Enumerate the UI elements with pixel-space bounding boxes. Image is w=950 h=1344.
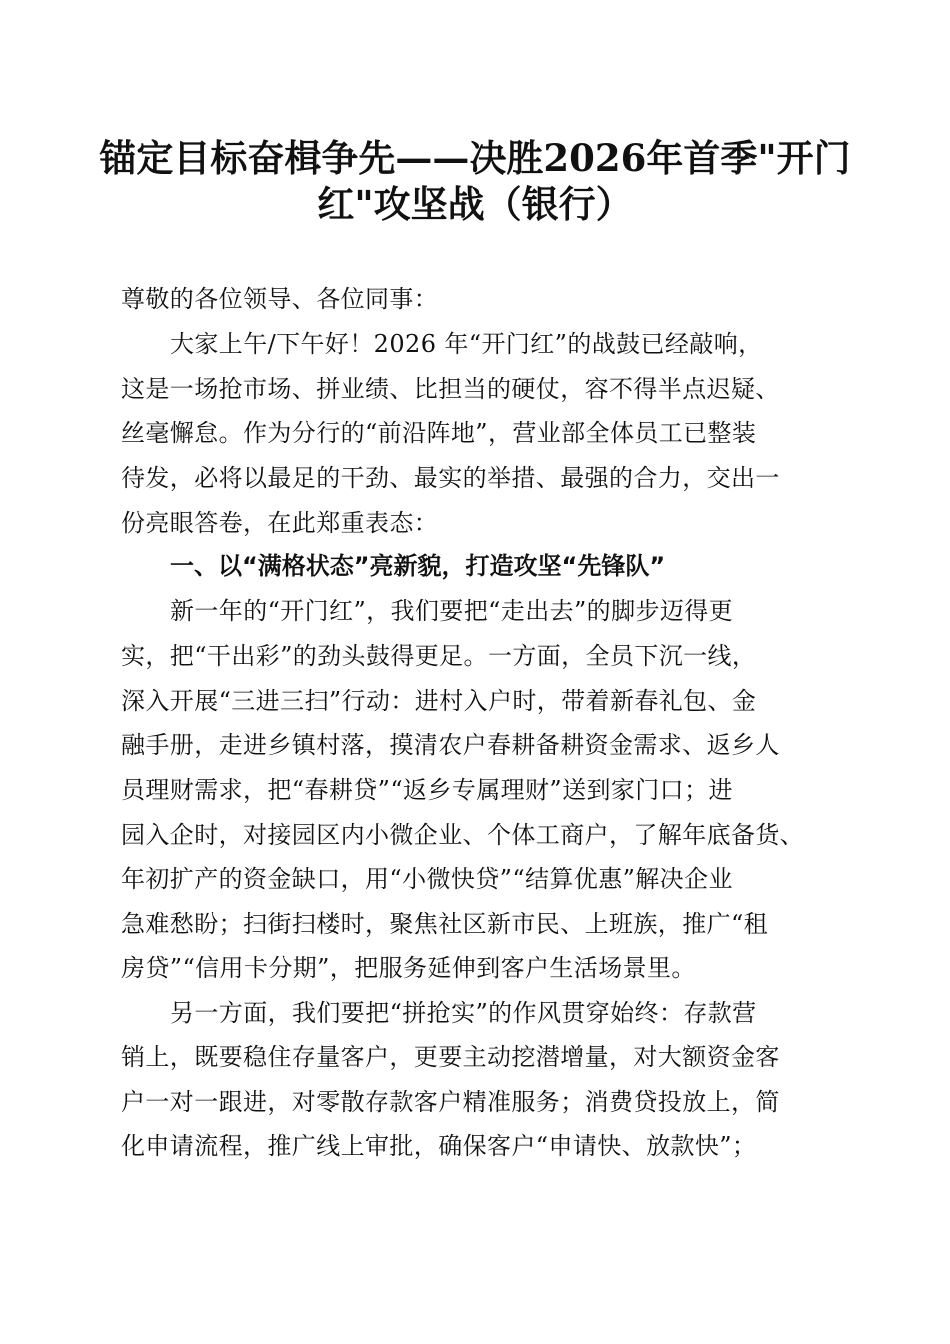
paragraph-line: 年初扩产的资金缺口，用“小微快贷”“结算优惠”解决企业: [121, 865, 733, 893]
paragraph-line: 这是一场抢市场、拼业绩、比担当的硬仗，容不得半点迟疑、: [121, 375, 780, 403]
paragraph-line: 户一对一跟进，对零散存款客户精准服务；消费贷投放上，简: [121, 1088, 780, 1116]
document-title-line-2: 红"攻坚战（银行）: [317, 182, 633, 226]
salutation: 尊敬的各位领导、各位同事：: [121, 285, 439, 313]
paragraph-line: 房贷”“信用卡分期”，把服务延伸到客户生活场景里。: [121, 954, 696, 982]
paragraph-line: 深入开展“三进三扫”行动：进村入户时，带着新春礼包、金: [121, 687, 757, 715]
paragraph-line: 急难愁盼；扫街扫楼时，聚焦社区新市民、上班族，推广“租: [121, 910, 769, 938]
paragraph-line: 另一方面，我们要把“拼抢实”的作风贯穿始终：存款营: [170, 999, 757, 1027]
paragraph-line: 份亮眼答卷，在此郑重表态：: [121, 509, 439, 537]
paragraph-line: 待发，必将以最足的干劲、最实的举措、最强的合力，交出一: [121, 464, 780, 492]
document-title-line-1: 锚定目标奋楫争先——决胜2026年首季"开门: [99, 136, 851, 180]
paragraph-line: 销上，既要稳住存量客户，更要主动挖潜增量，对大额资金客: [121, 1043, 780, 1071]
section-heading: 一、以“满格状态”亮新貌，打造攻坚“先锋队”: [170, 552, 666, 580]
paragraph-line: 大家上午/下午好！2026 年“开门红”的战鼓已经敲响，: [170, 330, 763, 358]
paragraph-line: 员理财需求，把“春耕贷”“返乡专属理财”送到家门口；进: [121, 776, 733, 804]
paragraph-line: 丝毫懈怠。作为分行的“前沿阵地”，营业部全体员工已整装: [121, 419, 757, 447]
paragraph-line: 化申请流程，推广线上审批，确保客户“申请快、放款快”；: [121, 1132, 757, 1160]
paragraph-line: 园入企时，对接园区内小微企业、个体工商户，了解年底备货、: [121, 821, 805, 849]
paragraph-line: 新一年的“开门红”，我们要把“走出去”的脚步迈得更: [170, 597, 734, 625]
paragraph-line: 实，把“干出彩”的劲头鼓得更足。一方面，全员下沉一线，: [121, 642, 757, 670]
paragraph-line: 融手册，走进乡镇村落，摸清农户春耕备耕资金需求、返乡人: [121, 731, 780, 759]
